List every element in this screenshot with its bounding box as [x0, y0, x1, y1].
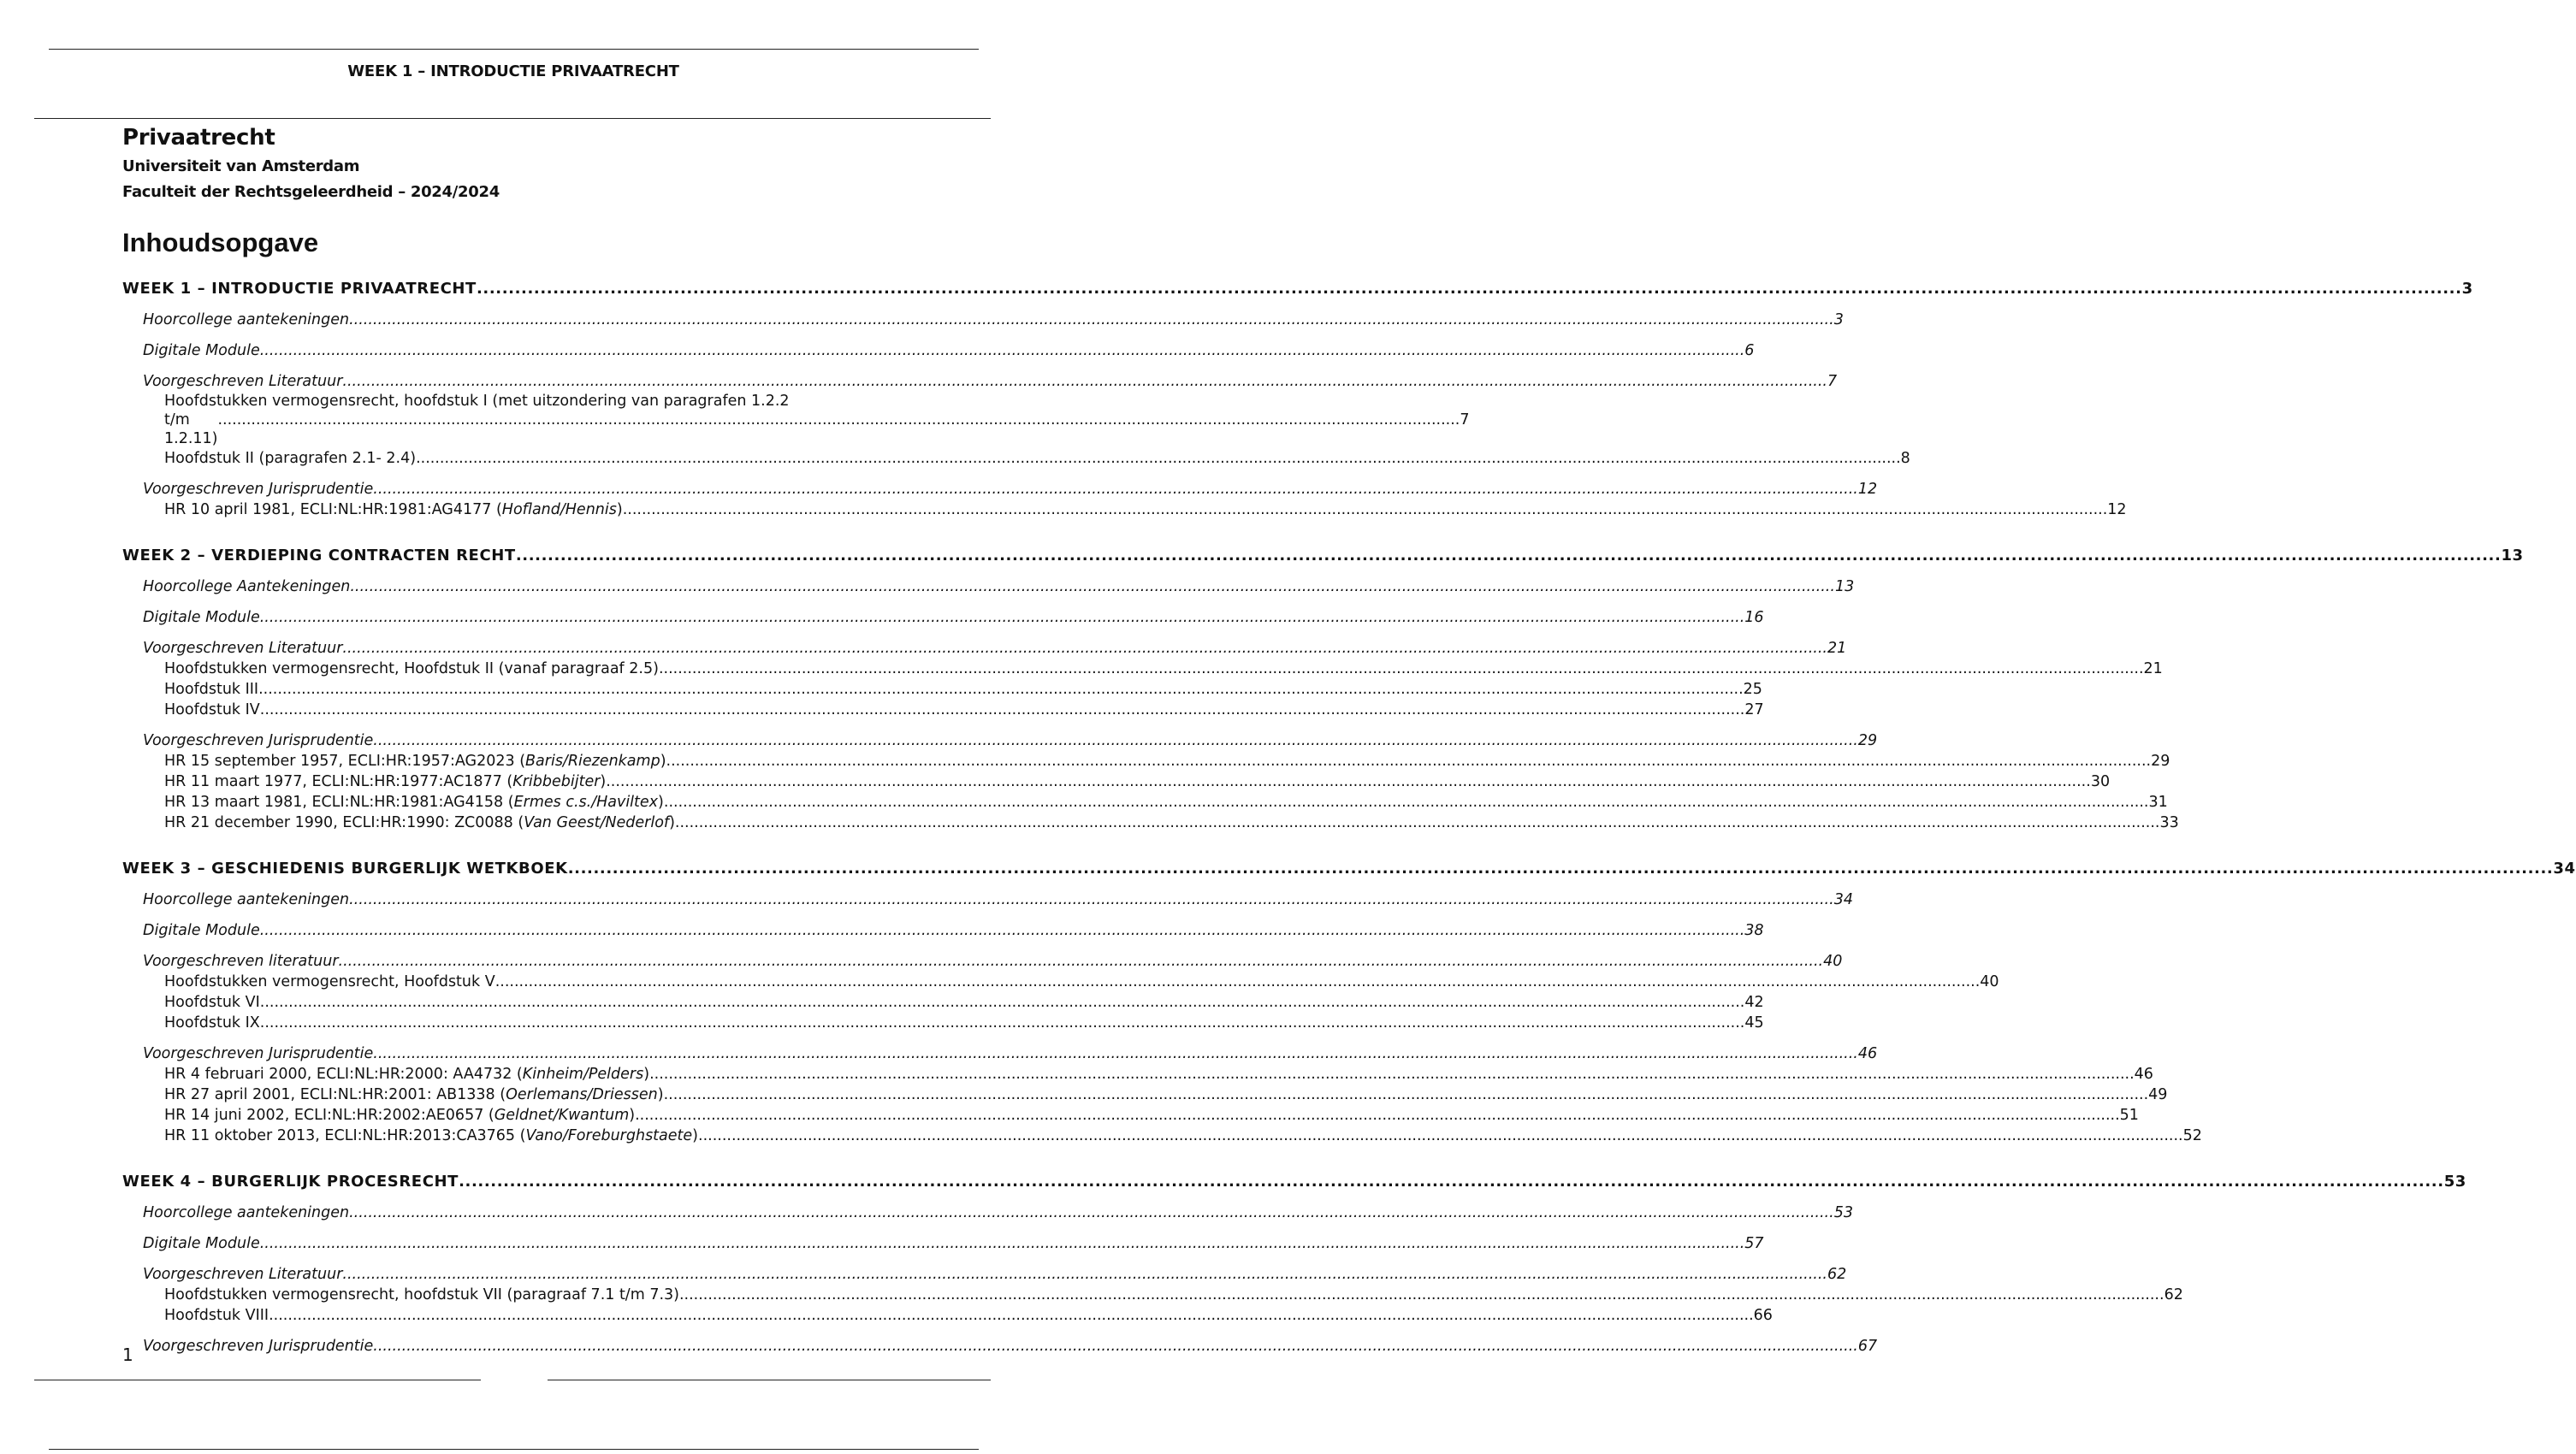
- case-close: ): [692, 1127, 698, 1144]
- dot-leader: [635, 1105, 2120, 1126]
- dot-leader: [349, 890, 1834, 910]
- case-close: ): [629, 1107, 636, 1124]
- toc-case-entry[interactable]: [122, 771, 2111, 792]
- toc-entry[interactable]: [122, 1203, 1853, 1223]
- toc-week-4[interactable]: [122, 1172, 2466, 1192]
- toc-page-number: 31: [2148, 794, 2168, 811]
- toc-page-number: 62: [1827, 1266, 1847, 1283]
- toc-entry-label: Voorgeschreven Jurisprudentie: [143, 1045, 374, 1062]
- toc-week-2[interactable]: [122, 546, 2524, 566]
- toc-page-number: 46: [1857, 1045, 1878, 1062]
- toc-entry-label: Voorgeschreven Literatuur: [143, 373, 343, 390]
- toc-case-entry[interactable]: [122, 813, 2179, 833]
- toc-entry-label: Hoofdstukken vermogensrecht, hoofdstuk VII (paragraaf 7.1 t/m 7.3): [164, 1286, 679, 1303]
- table-of-contents: [122, 279, 2576, 1356]
- toc-page-number: 12: [1857, 481, 1878, 498]
- case-name: Oerlemans/Driessen: [506, 1086, 658, 1103]
- toc-entry[interactable]: [122, 659, 2163, 679]
- case-close: ): [616, 501, 623, 518]
- toc-entry[interactable]: [122, 1264, 1847, 1285]
- toc-entry[interactable]: [122, 700, 1764, 720]
- dot-leader: [260, 700, 1745, 720]
- dot-leader: [477, 279, 2462, 299]
- toc-entry-label: Hoofdstuk IX: [164, 1014, 260, 1031]
- toc-case-entry[interactable]: [122, 1064, 2153, 1085]
- toc-page-number: 52: [2182, 1127, 2202, 1144]
- toc-entry-label: Voorgeschreven Literatuur: [143, 640, 343, 657]
- toc-entry[interactable]: [122, 392, 1470, 448]
- toc-heading: Inhoudsopgave: [122, 228, 319, 257]
- toc-page-number: 46: [2134, 1066, 2153, 1083]
- toc-entry[interactable]: [122, 1043, 1878, 1064]
- toc-page-number: 3: [2461, 280, 2473, 298]
- dot-leader: [416, 448, 1901, 469]
- dot-leader: [698, 1126, 2183, 1146]
- dot-leader: [675, 813, 2160, 833]
- dot-leader: [349, 310, 1834, 330]
- toc-page-number: 49: [2148, 1086, 2168, 1103]
- toc-page-number: 29: [2151, 753, 2170, 770]
- document-title: Privaatrecht: [122, 125, 275, 151]
- dot-leader: [260, 607, 1745, 628]
- toc-entry[interactable]: [122, 371, 1838, 392]
- bottom-rule: [49, 1449, 979, 1450]
- dot-leader: [495, 972, 1981, 992]
- toc-entry-label: Hoofdstukken vermogensrecht, Hoofdstuk V: [164, 973, 495, 990]
- toc-entry[interactable]: [122, 607, 1764, 628]
- toc-case-entry[interactable]: [122, 751, 2170, 771]
- toc-entry[interactable]: [122, 638, 1847, 659]
- toc-entry[interactable]: [122, 890, 1853, 910]
- dot-leader: [350, 576, 1835, 597]
- toc-page-number: 12: [2107, 501, 2127, 518]
- toc-entry-label: [164, 1064, 649, 1085]
- toc-entry-label: WEEK 4 – BURGERLIJK PROCESRECHT: [122, 1173, 459, 1191]
- toc-page-number: 3: [1833, 311, 1844, 328]
- toc-page-number: 34: [1833, 891, 1853, 908]
- toc-entry-label: [164, 1126, 698, 1146]
- page-number: 1: [122, 1345, 133, 1365]
- case-name: Vano/Foreburghstaete: [525, 1127, 693, 1144]
- dot-leader: [269, 1305, 1754, 1326]
- toc-page-number: 45: [1744, 1014, 1764, 1031]
- toc-entry-label: Hoofdstukken vermogensrecht, hoofdstuk I (met uitzondering van paragrafen 1.2.2: [164, 393, 790, 410]
- toc-case-entry[interactable]: [122, 1105, 2139, 1126]
- dot-leader: [373, 1043, 1858, 1064]
- toc-entry-label: Digitale Module: [143, 1235, 260, 1252]
- case-close: ): [600, 773, 607, 790]
- toc-case-entry[interactable]: [122, 792, 2168, 813]
- toc-page-number: 66: [1753, 1307, 1773, 1324]
- toc-entry-label: Digitale Module: [143, 922, 260, 939]
- dot-leader: [260, 1233, 1745, 1254]
- dot-leader: .....................................................................................................................................................................................................................................................................: [217, 411, 1460, 429]
- dot-leader: [606, 771, 2091, 792]
- toc-case-entry[interactable]: [122, 1126, 2202, 1146]
- toc-entry-label: Hoofdstuk IV: [164, 701, 260, 718]
- toc-entry-label: Hoofdstukken vermogensrecht, Hoofdstuk II (vanaf paragraaf 2.5): [164, 660, 659, 677]
- toc-page-number: 67: [1857, 1338, 1878, 1355]
- toc-entry-label: WEEK 2 – VERDIEPING CONTRACTEN RECHT: [122, 547, 516, 564]
- toc-entry-label: Digitale Module: [143, 342, 260, 359]
- toc-entry-label-continued: t/m 1.2.11): [164, 411, 218, 447]
- toc-page-number: 25: [1743, 681, 1762, 698]
- toc-entry[interactable]: [122, 310, 1844, 330]
- case-citation: HR 27 april 2001, ECLI:NL:HR:2001: AB1338 (: [164, 1086, 506, 1103]
- dot-leader: [373, 730, 1858, 751]
- toc-entry-label: [164, 771, 606, 792]
- dot-leader: [516, 546, 2502, 566]
- dot-leader: [339, 951, 1824, 972]
- toc-entry[interactable]: [122, 1336, 1878, 1356]
- toc-page-number: 38: [1744, 922, 1764, 939]
- toc-page-number: 7: [1827, 373, 1838, 390]
- dot-leader: [260, 1013, 1745, 1033]
- dot-leader: [664, 1085, 2149, 1105]
- case-name: Hofland/Hennis: [501, 501, 617, 518]
- toc-entry[interactable]: [122, 730, 1878, 751]
- toc-page-number: 21: [1827, 640, 1847, 657]
- toc-page-number: 8: [1900, 450, 1910, 467]
- toc-entry[interactable]: [122, 679, 1762, 700]
- toc-entry-label: Voorgeschreven literatuur: [143, 953, 339, 970]
- toc-entry[interactable]: [122, 448, 1910, 469]
- toc-page-number: 13: [2501, 547, 2524, 564]
- toc-entry[interactable]: [122, 1305, 1773, 1326]
- toc-entry[interactable]: [122, 920, 1764, 941]
- dot-leader: [342, 371, 1827, 392]
- toc-page-number: 16: [1744, 609, 1764, 626]
- running-header: WEEK 1 – INTRODUCTIE PRIVAATRECHT: [347, 62, 679, 80]
- case-citation: HR 10 april 1981, ECLI:NL:HR:1981:AG4177 (: [164, 501, 502, 518]
- case-close: ): [669, 814, 675, 831]
- toc-entry-label: WEEK 3 – GESCHIEDENIS BURGERLIJK WETKBOEK: [122, 860, 568, 878]
- dot-leader: [679, 1285, 2164, 1305]
- case-name: Kinheim/Pelders: [522, 1066, 644, 1083]
- toc-page-number: 30: [2090, 773, 2111, 790]
- toc-entry-label: Hoorcollege aantekeningen: [143, 1204, 350, 1221]
- case-citation: HR 14 juni 2002, ECLI:NL:HR:2002:AE0657 (: [164, 1107, 494, 1124]
- toc-entry-label: [164, 792, 664, 813]
- toc-entry[interactable]: [122, 479, 1878, 499]
- dot-leader: [568, 859, 2554, 879]
- toc-page-number: 42: [1744, 994, 1764, 1011]
- toc-entry[interactable]: [122, 1285, 2183, 1305]
- university-name: Universiteit van Amsterdam: [122, 157, 360, 175]
- toc-entry-label: Voorgeschreven Jurisprudentie: [143, 732, 374, 749]
- top-rule: [49, 49, 979, 50]
- toc-entry[interactable]: [122, 340, 1755, 361]
- dot-leader: [260, 920, 1745, 941]
- dot-leader: [373, 1336, 1858, 1356]
- toc-entry[interactable]: [122, 576, 1855, 597]
- case-name: Kribbebijter: [512, 773, 601, 790]
- toc-page-number: 6: [1744, 342, 1755, 359]
- case-name: Van Geest/Nederlof: [524, 814, 670, 831]
- toc-entry[interactable]: [122, 951, 1843, 972]
- dot-leader: [623, 499, 2108, 520]
- dot-leader: [649, 1064, 2135, 1085]
- toc-page-number: 29: [1857, 732, 1878, 749]
- toc-page-number: 53: [1833, 1204, 1853, 1221]
- toc-page-number: 13: [1834, 578, 1855, 595]
- toc-page-number: 27: [1744, 701, 1764, 718]
- toc-week-3[interactable]: [122, 859, 2576, 879]
- dot-leader: [258, 679, 1744, 700]
- case-citation: HR 15 september 1957, ECLI:HR:1957:AG2023 (: [164, 753, 526, 770]
- header-rule: [34, 118, 991, 119]
- toc-page-number: 53: [2443, 1173, 2466, 1191]
- case-citation: HR 21 december 1990, ECLI:HR:1990: ZC0088 (: [164, 814, 524, 831]
- toc-entry-label: [164, 1085, 664, 1105]
- toc-entry-label: [164, 499, 623, 520]
- case-citation: HR 13 maart 1981, ECLI:NL:HR:1981:AG4158 (: [164, 794, 514, 811]
- toc-entry-label: Hoofdstuk VI: [164, 994, 260, 1011]
- case-close: ): [643, 1066, 650, 1083]
- dot-leader: [664, 792, 2149, 813]
- toc-entry-label: WEEK 1 – INTRODUCTIE PRIVAATRECHT: [122, 280, 477, 298]
- dot-leader: [459, 1172, 2444, 1192]
- toc-entry[interactable]: [122, 972, 1999, 992]
- case-name: Baris/Riezenkamp: [525, 753, 660, 770]
- case-close: ): [660, 753, 666, 770]
- toc-case-entry[interactable]: [122, 1085, 2168, 1105]
- dot-leader: [342, 638, 1827, 659]
- case-name: Geldnet/Kwantum: [494, 1107, 630, 1124]
- toc-page-number: 62: [2164, 1286, 2183, 1303]
- toc-page-number: 57: [1744, 1235, 1764, 1252]
- dot-leader: [260, 992, 1745, 1013]
- dot-leader: [666, 751, 2152, 771]
- toc-week-1[interactable]: [122, 279, 2473, 299]
- toc-entry-label: Voorgeschreven Jurisprudentie: [143, 1338, 374, 1355]
- toc-entry-label: Hoofdstuk III: [164, 681, 259, 698]
- toc-entry-label: Hoorcollege Aantekeningen: [143, 578, 351, 595]
- toc-entry[interactable]: [122, 992, 1764, 1013]
- case-close: ): [658, 794, 664, 811]
- toc-page-number: 7: [1460, 411, 1470, 429]
- case-citation: HR 4 februari 2000, ECLI:NL:HR:2000: AA4732 (: [164, 1066, 523, 1083]
- toc-entry-label: Hoofdstuk VIII: [164, 1307, 269, 1324]
- toc-entry-label: Hoorcollege aantekeningen: [143, 891, 350, 908]
- case-close: ): [657, 1086, 664, 1103]
- toc-page-number: 40: [1823, 953, 1843, 970]
- dot-leader: [349, 1203, 1834, 1223]
- toc-page-number: 51: [2119, 1107, 2139, 1124]
- toc-entry-label: [164, 813, 675, 833]
- toc-page-number: 34: [2553, 860, 2576, 878]
- toc-entry-label: [164, 1105, 635, 1126]
- dot-leader: [260, 340, 1745, 361]
- toc-page-number: 33: [2159, 814, 2179, 831]
- toc-entry[interactable]: [122, 1233, 1764, 1254]
- case-citation: HR 11 maart 1977, ECLI:NL:HR:1977:AC1877 (: [164, 773, 513, 790]
- toc-entry-label: Voorgeschreven Literatuur: [143, 1266, 343, 1283]
- toc-entry-label: [164, 751, 666, 771]
- toc-entry-label: Hoofdstuk II (paragrafen 2.1- 2.4): [164, 450, 417, 467]
- toc-entry[interactable]: [122, 1013, 1764, 1033]
- toc-entry-label: Voorgeschreven Jurisprudentie: [143, 481, 374, 498]
- case-name: Ermes c.s./Haviltex: [513, 794, 659, 811]
- dot-leader: [373, 479, 1858, 499]
- toc-page-number: 21: [2143, 660, 2163, 677]
- toc-page-number: 40: [1980, 973, 1999, 990]
- faculty-name: Faculteit der Rechtsgeleerdheid – 2024/2024: [122, 183, 500, 201]
- toc-entry-label: Hoorcollege aantekeningen: [143, 311, 350, 328]
- case-citation: HR 11 oktober 2013, ECLI:NL:HR:2013:CA3765 (: [164, 1127, 526, 1144]
- toc-entry-label: Digitale Module: [143, 609, 260, 626]
- dot-leader: [659, 659, 2144, 679]
- toc-case-entry[interactable]: [122, 499, 2127, 520]
- dot-leader: [342, 1264, 1827, 1285]
